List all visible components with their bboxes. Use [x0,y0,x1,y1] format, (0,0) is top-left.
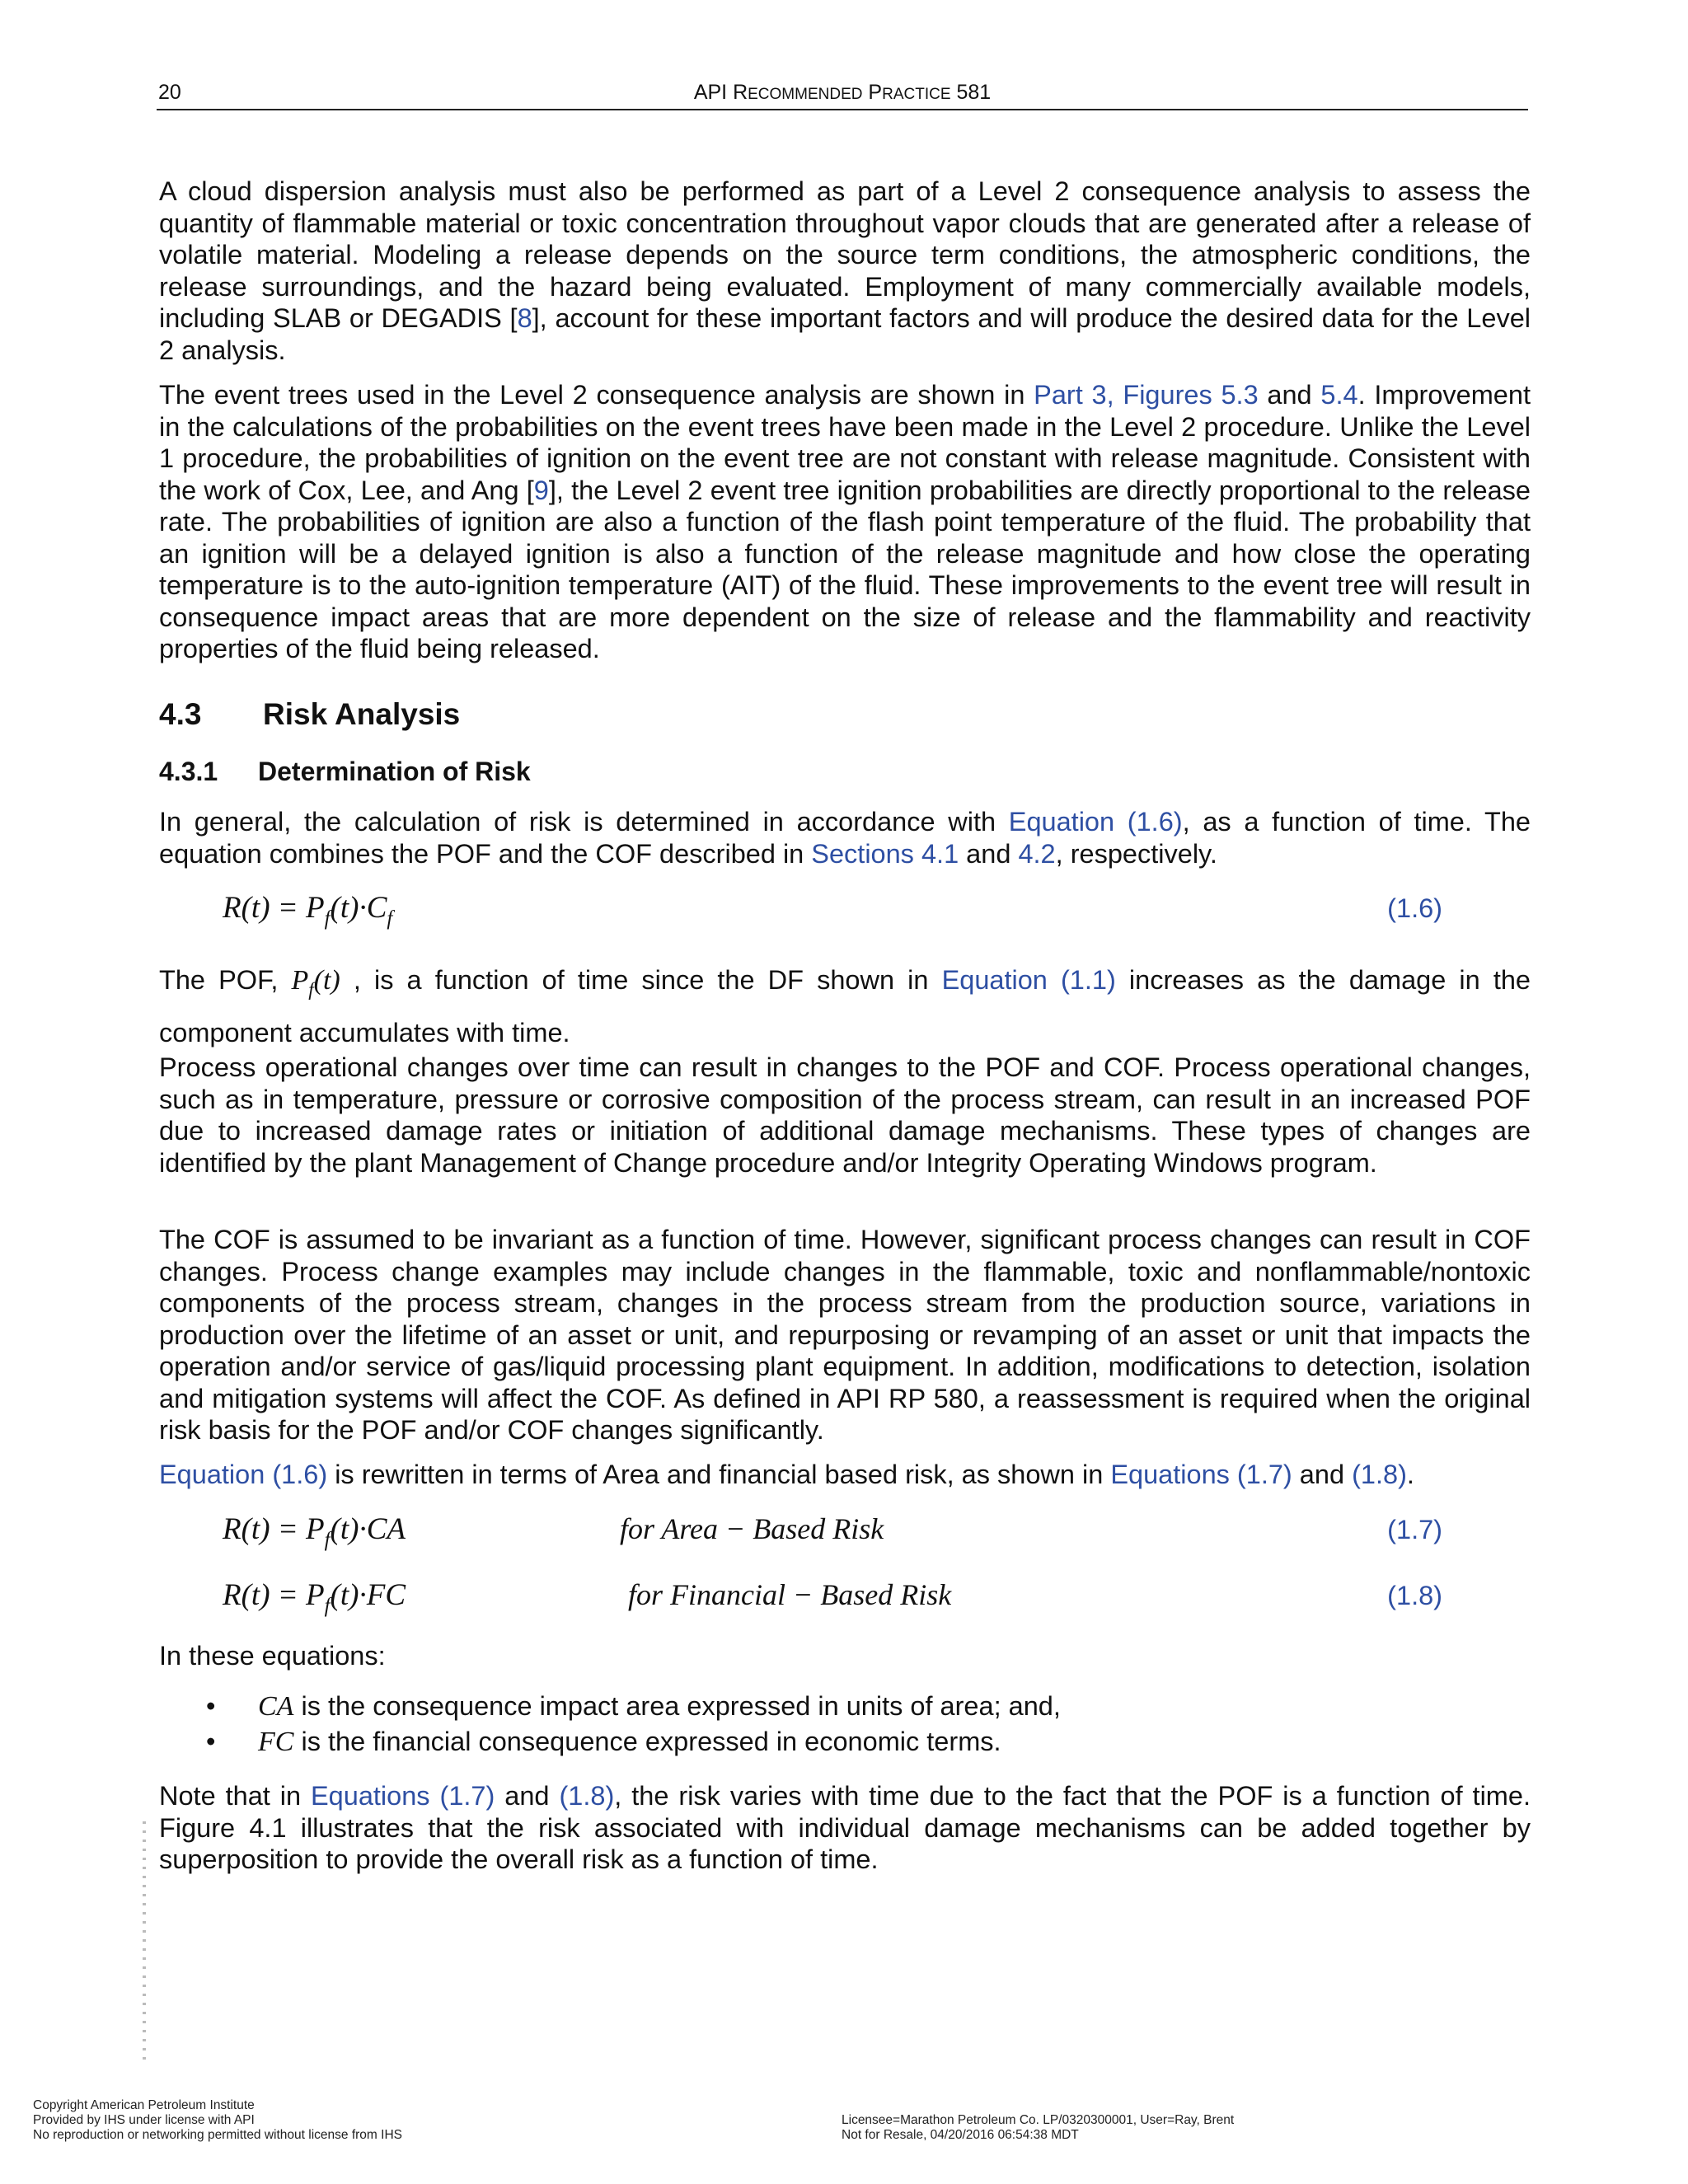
paragraph-in-these-equations: In these equations: [159,1641,386,1671]
footer-line: No reproduction or networking permitted without license from IHS [33,2128,402,2142]
paragraph-cof-invariant: The COF is assumed to be invariant as a function of time. However, significant process changes can result in COF changes. Process change examples may include changes in the flammable, toxic and nonflammable/nontoxic components of the process stream, changes in the process stream from the production source, variations in production over the lifetime of an asset or unit, and repurposing or revamping of an asset or unit that impacts the operation and/or service of gas/liquid processing plant equipment. In addition, modifications to detection, isolation and mitigation systems will affect the COF. As defined in API RP 580, a reassessment is required when the original risk basis for the POF and/or COF changes significantly. [159,1225,1531,1445]
bullet-item-ca: CA is the consequence impact area expressed in units of area; and, [258,1691,1061,1722]
reference-link-9[interactable]: 9 [533,475,549,505]
equation-1-7: $R(t) = P_f(t)\cdot CA$ [223,1512,406,1551]
link-figure-5-4[interactable]: 5.4 [1320,380,1358,410]
equation-1-8-description: for Financial − Based Risk [628,1578,952,1611]
math-fc: FC [258,1727,294,1757]
paragraph-cloud-dispersion: A cloud dispersion analysis must also be performed as part of a Level 2 consequence analysis to assess the quantity of flammable material or toxic concentration throughout vapor clouds that are generated after a release of volatile material. Modeling a release depends on the source term conditions, the atmospheric conditions, the release surroundings, and the hazard being evaluated. Employment of many commercially available models, including SLAB or DEGADIS [8], account for these important factors and will produce the desired data for the Level 2 analysis. [159,176,1531,365]
link-section-4-1[interactable]: Sections 4.1 [811,838,959,869]
equation-1-8: $R(t) = P_f(t)\cdot FC$ [223,1578,406,1617]
link-equation-1-7-b[interactable]: Equations (1.7) [311,1781,495,1811]
margin-dots [143,1821,146,2060]
link-part3-figure-5-3[interactable]: Part 3, Figures 5.3 [1034,380,1259,410]
document-title: API RECOMMENDED PRACTICE 581 [693,81,992,104]
paragraph-risk-varies-with-time: Note that in Equations (1.7) and (1.8), the risk varies with time due to the fact that the POF is a function of time. Figure 4.1 illustrates that the risk associated with individual damage mechanisms can be added together by superposition to provide the overall risk as a function of time. [159,1781,1531,1874]
equation-1-6: $R(t) = P_f(t)\cdot C_f$ [223,891,393,930]
section-heading-risk-analysis: 4.3 Risk Analysis [159,697,461,731]
running-header [157,79,1528,110]
link-equation-1-1[interactable]: Equation (1.1) [941,965,1116,995]
footer-line: Not for Resale, 04/20/2016 06:54:38 MDT [842,2128,1079,2142]
bullet-item-fc: FC is the financial consequence expressed in economic terms. [258,1727,1001,1757]
footer-line: Licensee=Marathon Petroleum Co. LP/0320300001, User=Ray, Brent [842,2113,1235,2127]
bullet-marker: • [206,1727,216,1756]
paragraph-event-trees: The event trees used in the Level 2 consequence analysis are shown in Part 3, Figures 5.3 and 5.4. Improvement in the calculations of the probabilities on the event trees have been made in the Level 2 procedure. Unlike the Level 1 procedure, the probabilities of ignition on the event tree are not constant with release magnitude. Consistent with the work of Cox, Lee, and Ang [9], the Level 2 event tree ignition probabilities are directly proportional to the release rate. The probabilities of ignition are also a function of the flash point temperature of the fluid. The probability that an ignition will be a delayed ignition is also a function of the release magnitude and how close the operating temperature is to the auto-ignition temperature (AIT) of the fluid. These improvements to the event tree will result in consequence impact areas that are more dependent on the size of release and the flammability and reactivity properties of the fluid being released. [159,380,1531,663]
footer-line: Copyright American Petroleum Institute [33,2098,255,2112]
footer-line: Provided by IHS under license with API [33,2113,255,2127]
equation-number-1-6: (1.6) [1387,893,1442,923]
equation-1-7-description: for Area − Based Risk [620,1512,884,1545]
footer-licensee [842,2113,1234,2143]
link-equation-1-6-b[interactable]: Equation (1.6) [159,1460,328,1489]
equation-number-1-8: (1.8) [1387,1581,1442,1610]
paragraph-process-operational-changes: Process operational changes over time can result in changes to the POF and COF. Process operational changes, such as in temperature, pressure or corrosive composition of the process stream, can result in an increased POF due to increased damage rates or initiation of additional damage mechanisms. These types of changes are identified by the plant Management of Change procedure and/or Integrity Operating Windows program. [159,1052,1531,1178]
link-section-4-2[interactable]: 4.2 [1018,838,1056,869]
equation-number-1-7: (1.7) [1387,1515,1442,1544]
link-equation-1-8[interactable]: (1.8) [1352,1460,1407,1489]
bullet-marker: • [206,1691,216,1721]
footer-copyright [33,2098,402,2143]
reference-link-8[interactable]: 8 [517,303,532,333]
link-equation-1-6[interactable]: Equation (1.6) [1008,807,1183,837]
page-number: 20 [158,81,181,104]
paragraph-general-risk: In general, the calculation of risk is determined in accordance with Equation (1.6), as a function of time. The equation combines the POF and the COF described in Sections 4.1 and 4.2, respectively. [159,807,1531,869]
math-pf-t: $P_f(t)$ [291,965,340,1000]
link-equation-1-8-b[interactable]: (1.8) [559,1781,615,1811]
paragraph-equation-rewritten: Equation (1.6) is rewritten in terms of Area and financial based risk, as shown in Equations (1.7) and (1.8). [159,1460,1414,1489]
link-equation-1-7[interactable]: Equations (1.7) [1110,1460,1292,1489]
paragraph-pof-time: The POF, $P_f(t)$ , is a function of time since the DF shown in Equation (1.1) increases as the damage in the component accumulates with time. [159,965,1531,1047]
math-ca: CA [258,1691,294,1722]
subsection-heading-determination-of-risk: 4.3.1 Determination of Risk [159,757,531,786]
